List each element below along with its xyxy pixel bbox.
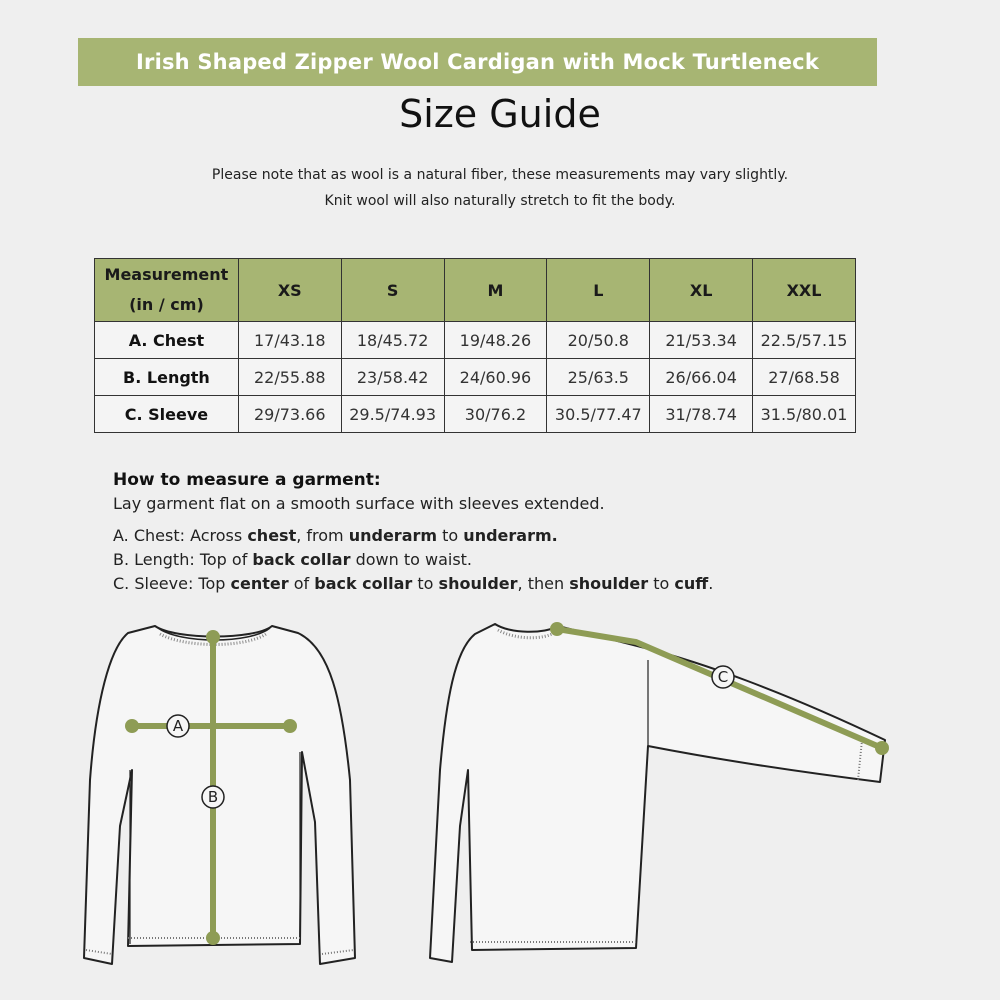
table-cell: 31/78.74 — [650, 396, 753, 433]
table-row — [95, 396, 856, 433]
table-cell: 17/43.18 — [238, 322, 341, 359]
sleeve-bold: center — [230, 574, 289, 593]
length-text: down to waist. — [350, 550, 473, 569]
table-cell: 26/66.04 — [650, 359, 753, 396]
table-cell: 19/48.26 — [444, 322, 547, 359]
instruction-chest — [113, 524, 713, 548]
chest-end-dot — [283, 719, 297, 733]
instruction-length — [113, 548, 713, 572]
size-header-s: S — [341, 259, 444, 322]
chest-start-dot — [125, 719, 139, 733]
sleeve-bold: cuff — [674, 574, 709, 593]
table-cell: 22.5/57.15 — [753, 322, 856, 359]
length-top-dot — [206, 630, 220, 644]
table-cell: 24/60.96 — [444, 359, 547, 396]
table-cell: 29/73.66 — [238, 396, 341, 433]
chest-bold: underarm. — [463, 526, 558, 545]
sleeve-bold: shoulder — [438, 574, 518, 593]
table-cell: 27/68.58 — [753, 359, 856, 396]
sleeve-text: C. Sleeve: Top — [113, 574, 231, 593]
product-title-banner: Irish Shaped Zipper Wool Cardigan with Mock Turtleneck — [78, 38, 877, 86]
note-line-1: Please note that as wool is a natural fiber, these measurements may vary slightly. — [211, 167, 789, 183]
size-table — [94, 258, 856, 433]
table-cell: 20/50.8 — [547, 322, 650, 359]
chest-bold: chest — [247, 526, 297, 545]
size-header-xl: XL — [650, 259, 753, 322]
sleeve-text: . — [708, 574, 714, 593]
length-bold: back collar — [252, 550, 351, 569]
table-cell: 18/45.72 — [341, 322, 444, 359]
size-header-xxl: XXL — [753, 259, 856, 322]
size-header-m: M — [444, 259, 547, 322]
chest-text: , from — [296, 526, 349, 545]
table-cell: 23/58.42 — [341, 359, 444, 396]
sleeve-start-dot — [550, 622, 564, 636]
note-line-2: Knit wool will also naturally stretch to fit the body. — [324, 193, 676, 209]
row-label-length: B. Length — [95, 359, 239, 396]
table-cell: 29.5/74.93 — [341, 396, 444, 433]
chest-text: A. Chest: Across — [113, 526, 248, 545]
table-row — [95, 359, 856, 396]
label-b: B — [207, 788, 219, 806]
size-header-l: L — [547, 259, 650, 322]
length-bottom-dot — [206, 931, 220, 945]
corner-header — [95, 259, 239, 322]
table-row — [95, 322, 856, 359]
back-garment-illustration — [430, 624, 885, 962]
table-cell: 21/53.34 — [650, 322, 753, 359]
measure-instructions — [113, 468, 713, 596]
wool-note — [0, 162, 1000, 214]
instructions-heading: How to measure a garment: — [113, 470, 381, 490]
corner-header-line2: (in / cm) — [129, 295, 204, 314]
row-label-sleeve: C. Sleeve — [95, 396, 239, 433]
sleeve-text: to — [648, 574, 675, 593]
label-a: A — [172, 717, 184, 735]
page-title: Size Guide — [399, 92, 601, 136]
chest-text: to — [437, 526, 464, 545]
table-cell: 22/55.88 — [238, 359, 341, 396]
chest-bold: underarm — [348, 526, 438, 545]
instruction-sleeve — [113, 572, 713, 596]
table-header-row — [95, 259, 856, 322]
sleeve-bold: back collar — [314, 574, 413, 593]
length-text: B. Length: Top of — [113, 550, 253, 569]
sleeve-text: to — [412, 574, 439, 593]
table-cell: 31.5/80.01 — [753, 396, 856, 433]
table-cell: 25/63.5 — [547, 359, 650, 396]
garment-diagrams — [0, 600, 1000, 1000]
sleeve-text: , then — [517, 574, 570, 593]
sleeve-end-dot — [875, 741, 889, 755]
instructions-subheading: Lay garment flat on a smooth surface with sleeves extended. — [113, 494, 605, 513]
label-c: C — [717, 668, 729, 686]
corner-header-line1: Measurement — [104, 265, 229, 284]
table-cell: 30/76.2 — [444, 396, 547, 433]
size-header-xs: XS — [238, 259, 341, 322]
sleeve-bold: shoulder — [569, 574, 649, 593]
table-cell: 30.5/77.47 — [547, 396, 650, 433]
sleeve-text: of — [288, 574, 315, 593]
row-label-chest: A. Chest — [95, 322, 239, 359]
